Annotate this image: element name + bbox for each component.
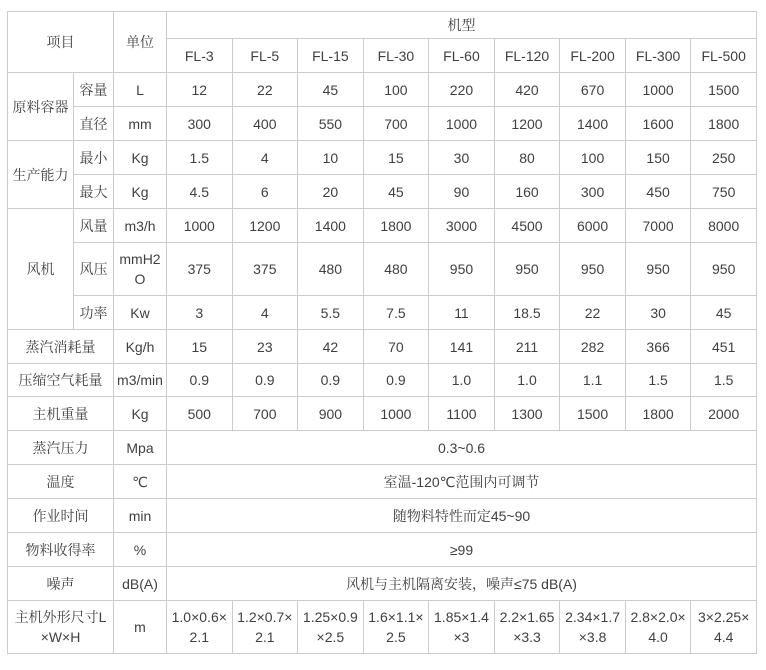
spec-cell: 12 <box>167 73 233 107</box>
spec-cell: 900 <box>298 397 364 431</box>
spec-cell: 1.5 <box>167 141 233 175</box>
spec-cell: 70 <box>363 330 429 364</box>
spec-cell: 4.5 <box>167 175 233 209</box>
spec-cell: 23 <box>232 330 298 364</box>
spec-cell: 80 <box>494 141 560 175</box>
spec-cell: 2.8×2.0×4.0 <box>625 601 691 654</box>
row-capacity <box>8 73 757 107</box>
spec-cell: 1.0×0.6×2.1 <box>167 601 233 654</box>
spec-cell: 22 <box>560 296 626 330</box>
unit-cell: % <box>114 533 167 567</box>
spec-cell: 0.9 <box>298 364 364 397</box>
row-machine-weight <box>8 397 757 431</box>
model-header: FL-30 <box>363 39 429 73</box>
row-label: 压缩空气耗量 <box>8 364 114 397</box>
row-noise <box>8 567 757 601</box>
spec-cell: 7.5 <box>363 296 429 330</box>
spec-cell: 420 <box>494 73 560 107</box>
unit-cell: m <box>114 601 167 654</box>
spec-cell: 250 <box>691 141 757 175</box>
spec-cell: 1.5 <box>691 364 757 397</box>
spec-cell: 100 <box>560 141 626 175</box>
spec-cell: 950 <box>691 243 757 296</box>
unit-cell: dB(A) <box>114 567 167 601</box>
spec-cell: 15 <box>363 141 429 175</box>
model-header: FL-120 <box>494 39 560 73</box>
group-label: 生产能力 <box>8 141 74 209</box>
unit-cell: m3/min <box>114 364 167 397</box>
spec-cell: 451 <box>691 330 757 364</box>
row-dimensions <box>8 601 757 654</box>
row-label: 风量 <box>74 209 114 243</box>
spec-cell-span: 随物料特性而定45~90 <box>167 499 757 533</box>
spec-table <box>7 11 757 654</box>
row-label: 噪声 <box>8 567 114 601</box>
spec-cell-span: 室温-120℃范围内可调节 <box>167 465 757 499</box>
spec-cell: 8000 <box>691 209 757 243</box>
row-label: 温度 <box>8 465 114 499</box>
unit-cell: Mpa <box>114 431 167 465</box>
spec-cell: 1800 <box>625 397 691 431</box>
spec-cell: 30 <box>625 296 691 330</box>
spec-cell-span: ≥99 <box>167 533 757 567</box>
row-label: 最小 <box>74 141 114 175</box>
spec-cell: 100 <box>363 73 429 107</box>
spec-cell: 1.6×1.1×2.5 <box>363 601 429 654</box>
spec-cell: 1.85×1.4×3 <box>429 601 495 654</box>
row-label: 主机外形尺寸L×W×H <box>8 601 114 654</box>
unit-cell: ℃ <box>114 465 167 499</box>
spec-cell: 160 <box>494 175 560 209</box>
spec-cell: 550 <box>298 107 364 141</box>
spec-cell: 90 <box>429 175 495 209</box>
spec-cell: 366 <box>625 330 691 364</box>
spec-cell: 300 <box>560 175 626 209</box>
spec-cell: 3 <box>167 296 233 330</box>
row-power <box>8 296 757 330</box>
spec-cell: 375 <box>232 243 298 296</box>
spec-cell: 950 <box>494 243 560 296</box>
spec-cell: 1.25×0.9×2.5 <box>298 601 364 654</box>
spec-cell: 1400 <box>560 107 626 141</box>
header-item: 项目 <box>8 12 114 73</box>
spec-cell: 300 <box>167 107 233 141</box>
row-diameter <box>8 107 757 141</box>
unit-cell: Kg <box>114 175 167 209</box>
model-header: FL-60 <box>429 39 495 73</box>
spec-cell: 1200 <box>494 107 560 141</box>
model-header: FL-5 <box>232 39 298 73</box>
spec-cell: 1400 <box>298 209 364 243</box>
spec-cell: 1500 <box>691 73 757 107</box>
row-steam-pressure <box>8 431 757 465</box>
spec-cell: 950 <box>560 243 626 296</box>
spec-cell: 2.34×1.7×3.8 <box>560 601 626 654</box>
spec-cell: 1.2×0.7×2.1 <box>232 601 298 654</box>
row-label: 功率 <box>74 296 114 330</box>
spec-cell: 450 <box>625 175 691 209</box>
spec-cell: 211 <box>494 330 560 364</box>
spec-cell: 0.9 <box>167 364 233 397</box>
row-label: 容量 <box>74 73 114 107</box>
spec-cell: 1000 <box>625 73 691 107</box>
spec-cell-span: 0.3~0.6 <box>167 431 757 465</box>
spec-cell: 1600 <box>625 107 691 141</box>
spec-cell: 30 <box>429 141 495 175</box>
row-min-capacity <box>8 141 757 175</box>
spec-cell: 7000 <box>625 209 691 243</box>
spec-cell: 42 <box>298 330 364 364</box>
spec-cell: 15 <box>167 330 233 364</box>
unit-cell: m3/h <box>114 209 167 243</box>
spec-cell: 950 <box>429 243 495 296</box>
spec-cell: 1000 <box>167 209 233 243</box>
spec-cell: 400 <box>232 107 298 141</box>
model-header: FL-3 <box>167 39 233 73</box>
spec-cell: 950 <box>625 243 691 296</box>
model-header: FL-500 <box>691 39 757 73</box>
spec-cell: 11 <box>429 296 495 330</box>
row-max-capacity <box>8 175 757 209</box>
spec-cell: 220 <box>429 73 495 107</box>
spec-cell: 1200 <box>232 209 298 243</box>
spec-cell: 1.5 <box>625 364 691 397</box>
row-label: 蒸汽消耗量 <box>8 330 114 364</box>
spec-cell: 2.2×1.65×3.3 <box>494 601 560 654</box>
unit-cell: mm <box>114 107 167 141</box>
row-label: 主机重量 <box>8 397 114 431</box>
spec-cell: 1800 <box>363 209 429 243</box>
spec-cell: 375 <box>167 243 233 296</box>
group-label: 原料容器 <box>8 73 74 141</box>
spec-cell: 1000 <box>363 397 429 431</box>
spec-cell: 4500 <box>494 209 560 243</box>
spec-cell: 20 <box>298 175 364 209</box>
spec-cell: 4 <box>232 141 298 175</box>
row-temperature <box>8 465 757 499</box>
row-label: 蒸汽压力 <box>8 431 114 465</box>
unit-cell: L <box>114 73 167 107</box>
spec-cell: 45 <box>363 175 429 209</box>
spec-cell: 3000 <box>429 209 495 243</box>
header-row-model <box>8 12 757 39</box>
spec-cell: 750 <box>691 175 757 209</box>
model-header: FL-15 <box>298 39 364 73</box>
spec-cell: 1000 <box>429 107 495 141</box>
spec-cell: 2000 <box>691 397 757 431</box>
spec-cell: 150 <box>625 141 691 175</box>
spec-cell: 6 <box>232 175 298 209</box>
spec-cell: 1.0 <box>429 364 495 397</box>
spec-cell: 141 <box>429 330 495 364</box>
spec-cell: 3×2.25×4.4 <box>691 601 757 654</box>
spec-cell: 1.1 <box>560 364 626 397</box>
spec-cell: 500 <box>167 397 233 431</box>
header-model: 机型 <box>167 12 757 39</box>
spec-cell: 480 <box>298 243 364 296</box>
model-header: FL-200 <box>560 39 626 73</box>
row-label: 物料收得率 <box>8 533 114 567</box>
row-airpressure <box>8 243 757 296</box>
model-header: FL-300 <box>625 39 691 73</box>
unit-cell: Kw <box>114 296 167 330</box>
spec-cell: 1100 <box>429 397 495 431</box>
spec-cell: 4 <box>232 296 298 330</box>
row-steam-consumption <box>8 330 757 364</box>
spec-cell: 5.5 <box>298 296 364 330</box>
row-label: 作业时间 <box>8 499 114 533</box>
unit-cell: Kg <box>114 397 167 431</box>
unit-cell: Kg <box>114 141 167 175</box>
spec-cell: 6000 <box>560 209 626 243</box>
spec-cell: 45 <box>691 296 757 330</box>
spec-cell: 0.9 <box>232 364 298 397</box>
spec-cell: 18.5 <box>494 296 560 330</box>
row-airflow <box>8 209 757 243</box>
spec-cell: 1500 <box>560 397 626 431</box>
spec-cell: 480 <box>363 243 429 296</box>
header-unit: 单位 <box>114 12 167 73</box>
spec-cell: 0.9 <box>363 364 429 397</box>
spec-cell: 10 <box>298 141 364 175</box>
unit-cell: mmH2O <box>114 243 167 296</box>
spec-cell: 1300 <box>494 397 560 431</box>
unit-cell: min <box>114 499 167 533</box>
spec-cell: 700 <box>232 397 298 431</box>
spec-cell: 45 <box>298 73 364 107</box>
spec-cell-span: 风机与主机隔离安装，噪声≤75 dB(A) <box>167 567 757 601</box>
spec-cell: 22 <box>232 73 298 107</box>
spec-cell: 1.0 <box>494 364 560 397</box>
spec-cell: 1800 <box>691 107 757 141</box>
row-compressed-air <box>8 364 757 397</box>
row-label: 最大 <box>74 175 114 209</box>
spec-cell: 670 <box>560 73 626 107</box>
group-label: 风机 <box>8 209 74 330</box>
unit-cell: Kg/h <box>114 330 167 364</box>
row-label: 风压 <box>74 243 114 296</box>
row-label: 直径 <box>74 107 114 141</box>
spec-cell: 700 <box>363 107 429 141</box>
row-yield <box>8 533 757 567</box>
spec-cell: 282 <box>560 330 626 364</box>
row-operation-time <box>8 499 757 533</box>
